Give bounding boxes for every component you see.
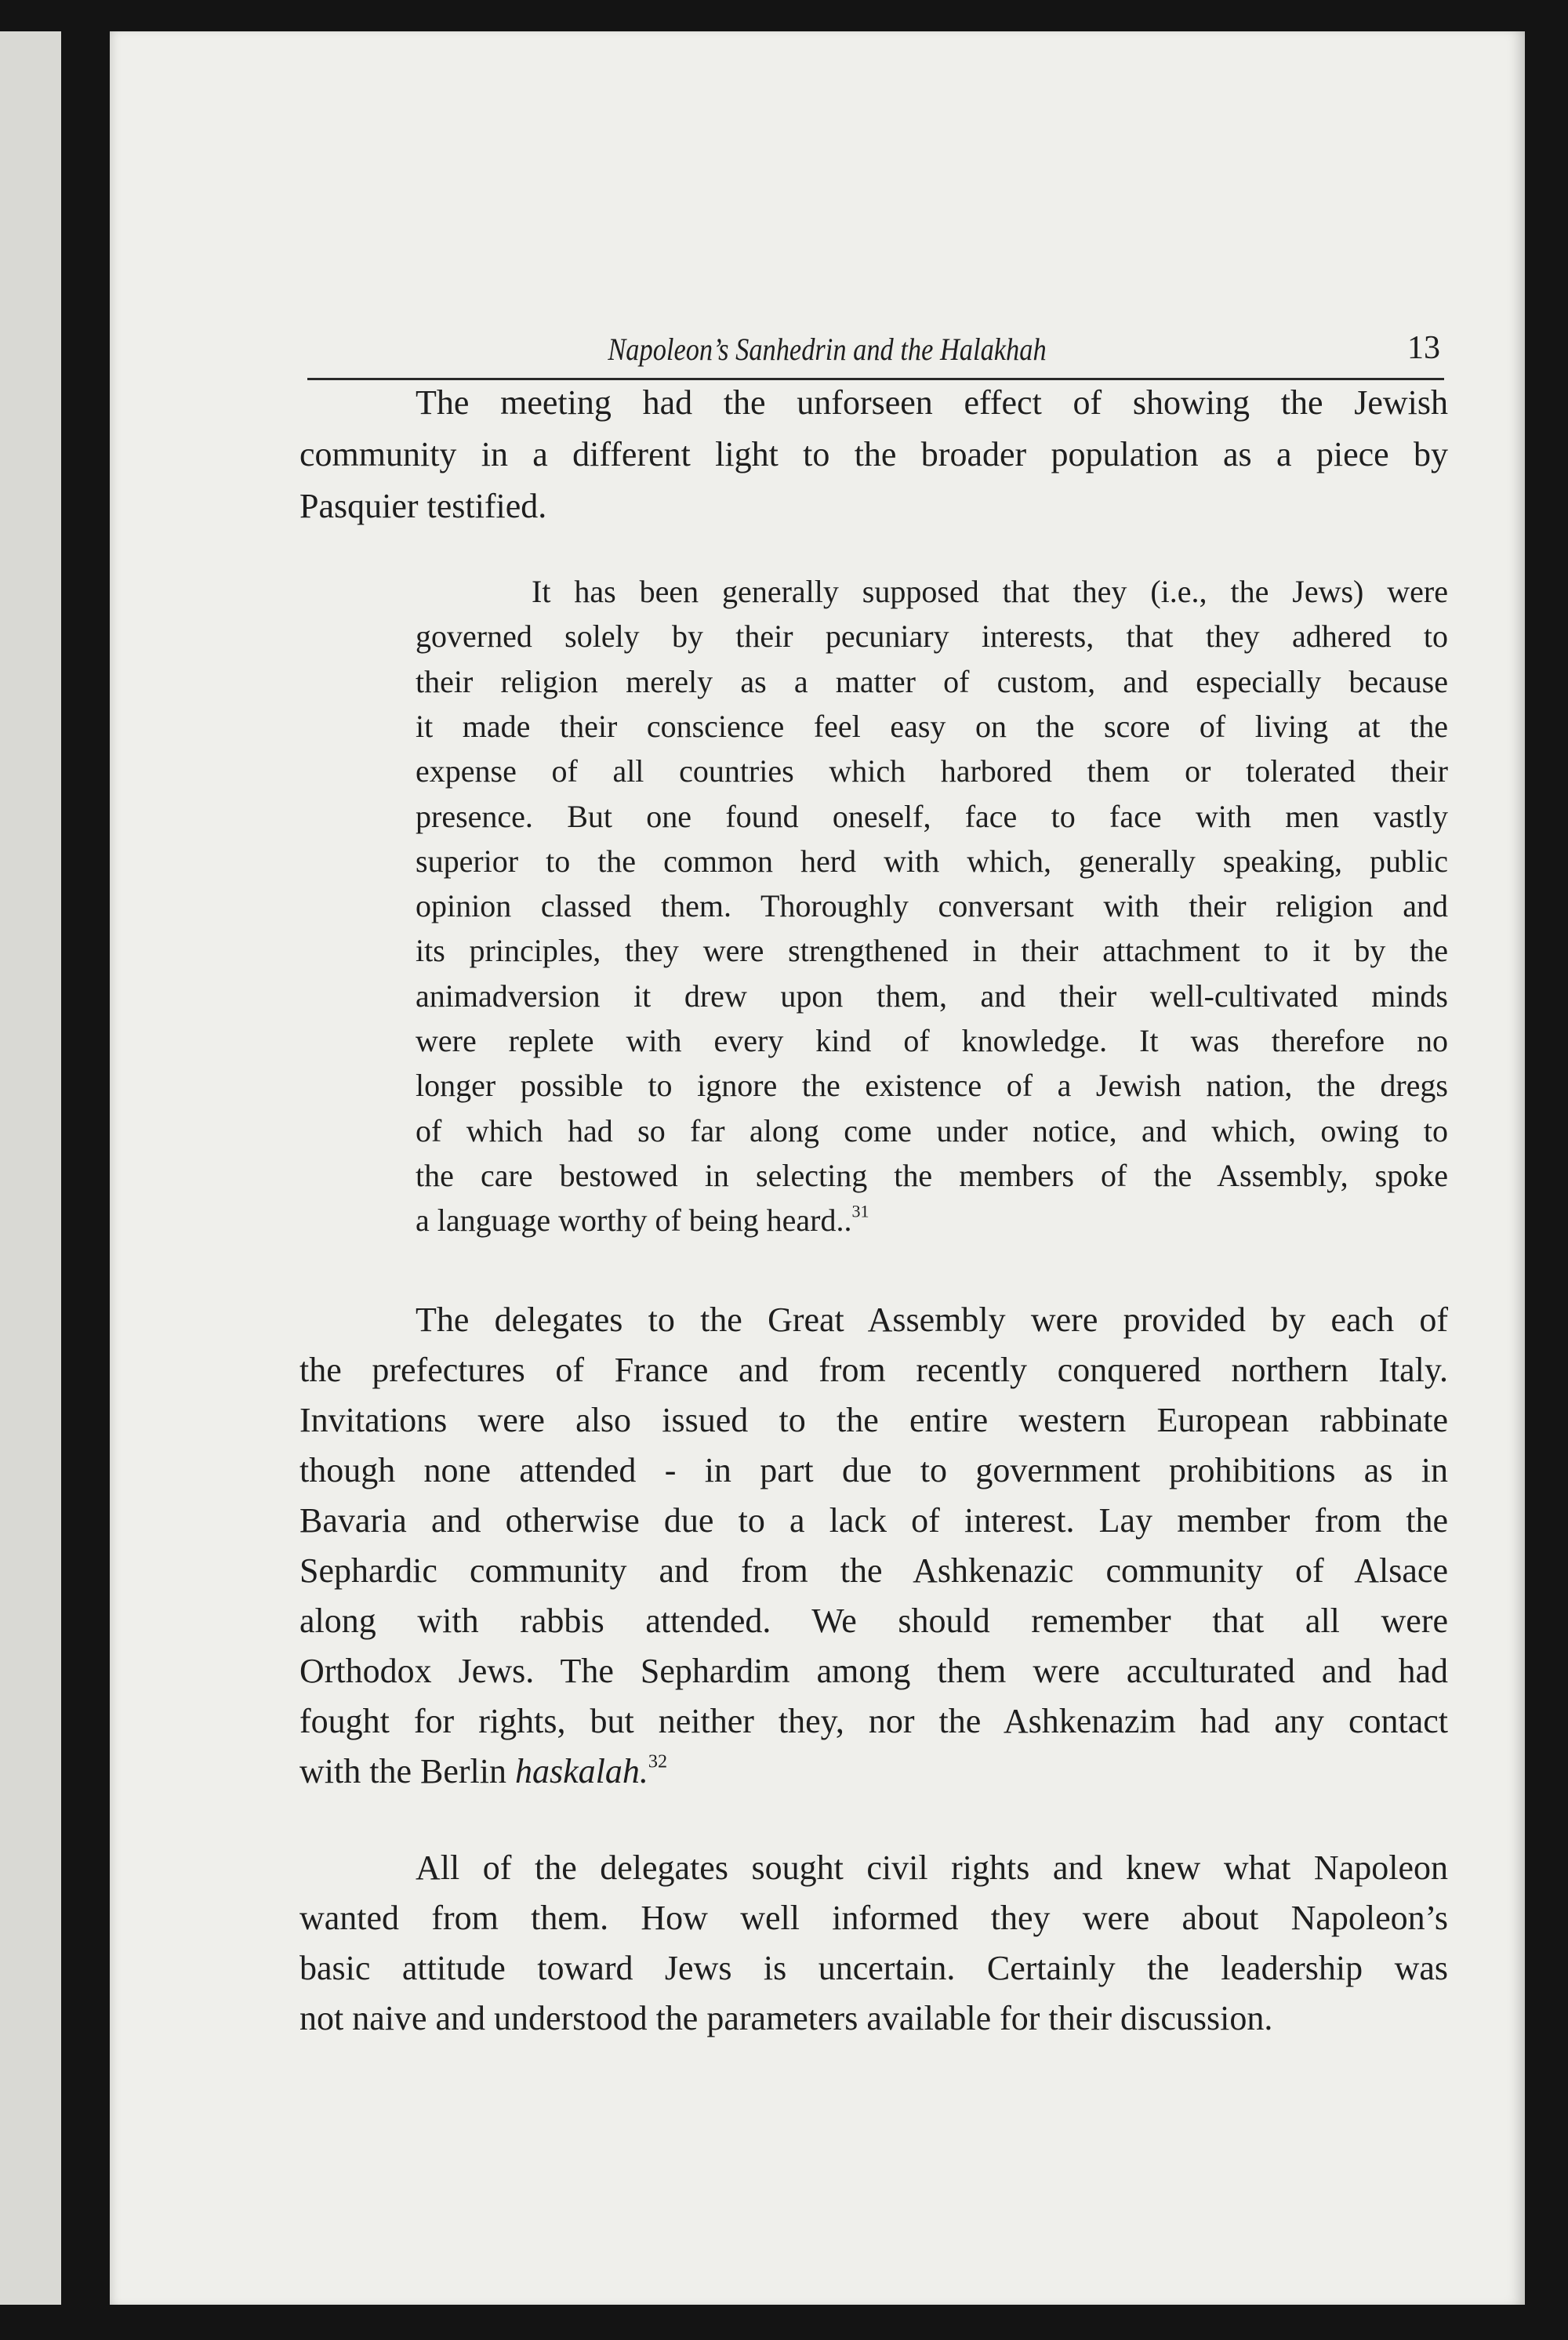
text-line: not naive and understood the parameters available for their discussion. [299, 1999, 1273, 2037]
text-line: it made their conscience feel easy on the score of living at the [416, 708, 1448, 744]
text-line: longer possible to ignore the existence of a Jewish nation, the dregs [416, 1068, 1448, 1104]
adjacent-page-edge [0, 31, 61, 2305]
text-line: opinion classed them. Thoroughly conversant with their religion and [416, 888, 1448, 924]
text-line: Pasquier testified. [299, 487, 547, 525]
text-segment: haskalah. [514, 1752, 648, 1790]
text-line: of which had so far along come under notice, and which, owing to [416, 1112, 1448, 1148]
text-line [299, 1748, 1448, 1795]
text-line: wanted from them. How well informed they were about Napoleon’s [299, 1899, 1448, 1937]
text-line: Bavaria and otherwise due to a lack of interest. Lay member from the [299, 1501, 1448, 1540]
text-line: were replete with every kind of knowledge. It was therefore no [416, 1023, 1448, 1058]
text-line: expense of all countries which harbored them or tolerated their [416, 753, 1448, 789]
page-number: 13 [1407, 330, 1440, 366]
text-segment: with the Berlin [299, 1752, 515, 1790]
text-line: Orthodox Jews. The Sephardim among them were acculturated and had [299, 1652, 1448, 1690]
text-line: along with rabbis attended. We should remember that all were [299, 1602, 1448, 1640]
text-line: presence. But one found oneself, face to face with men vastly [416, 798, 1448, 834]
text-line: though none attended - in part due to government prohibitions as in [299, 1451, 1448, 1489]
text-line: The meeting had the unforseen effect of showing the Jewish [416, 383, 1448, 422]
text-line: governed solely by their pecuniary interests, that they adhered to [416, 619, 1448, 655]
text-line: basic attitude toward Jews is uncertain. Certainly the leadership was [299, 1949, 1448, 1987]
running-header-title: Napoleon’s Sanhedrin and the Halakhah [608, 332, 1047, 367]
text-line: It has been generally supposed that they (i.e., the Jews) were [532, 574, 1448, 609]
footnote-marker: 32 [648, 1750, 668, 1772]
text-line: its principles, they were strengthened in their attachment to it by the [416, 933, 1448, 969]
text-line: animadversion it drew upon them, and their well-cultivated minds [416, 978, 1448, 1014]
text-line: the prefectures of France and from recently conquered northern Italy. [299, 1351, 1448, 1389]
text-line: All of the delegates sought civil rights and knew what Napoleon [416, 1848, 1448, 1887]
text-line: community in a different light to the broader population as a piece by [299, 435, 1448, 473]
text-line [416, 1199, 1448, 1242]
book-page [110, 31, 1525, 2305]
text-line: The delegates to the Great Assembly were provided by each of [416, 1301, 1448, 1339]
text-line: their religion merely as a matter of custom, and especially because [416, 663, 1448, 699]
text-line: Invitations were also issued to the entire western European rabbinate [299, 1401, 1448, 1439]
text-line: fought for rights, but neither they, nor the Ashkenazim had any contact [299, 1702, 1448, 1740]
text-line: the care bestowed in selecting the members of the Assembly, spoke [416, 1157, 1448, 1193]
text-line: Sephardic community and from the Ashkenazic community of Alsace [299, 1551, 1448, 1590]
footnote-marker: 31 [851, 1201, 869, 1221]
text-line: superior to the common herd with which, generally speaking, public [416, 843, 1448, 879]
text-segment: a language worthy of being heard.. [416, 1203, 852, 1239]
